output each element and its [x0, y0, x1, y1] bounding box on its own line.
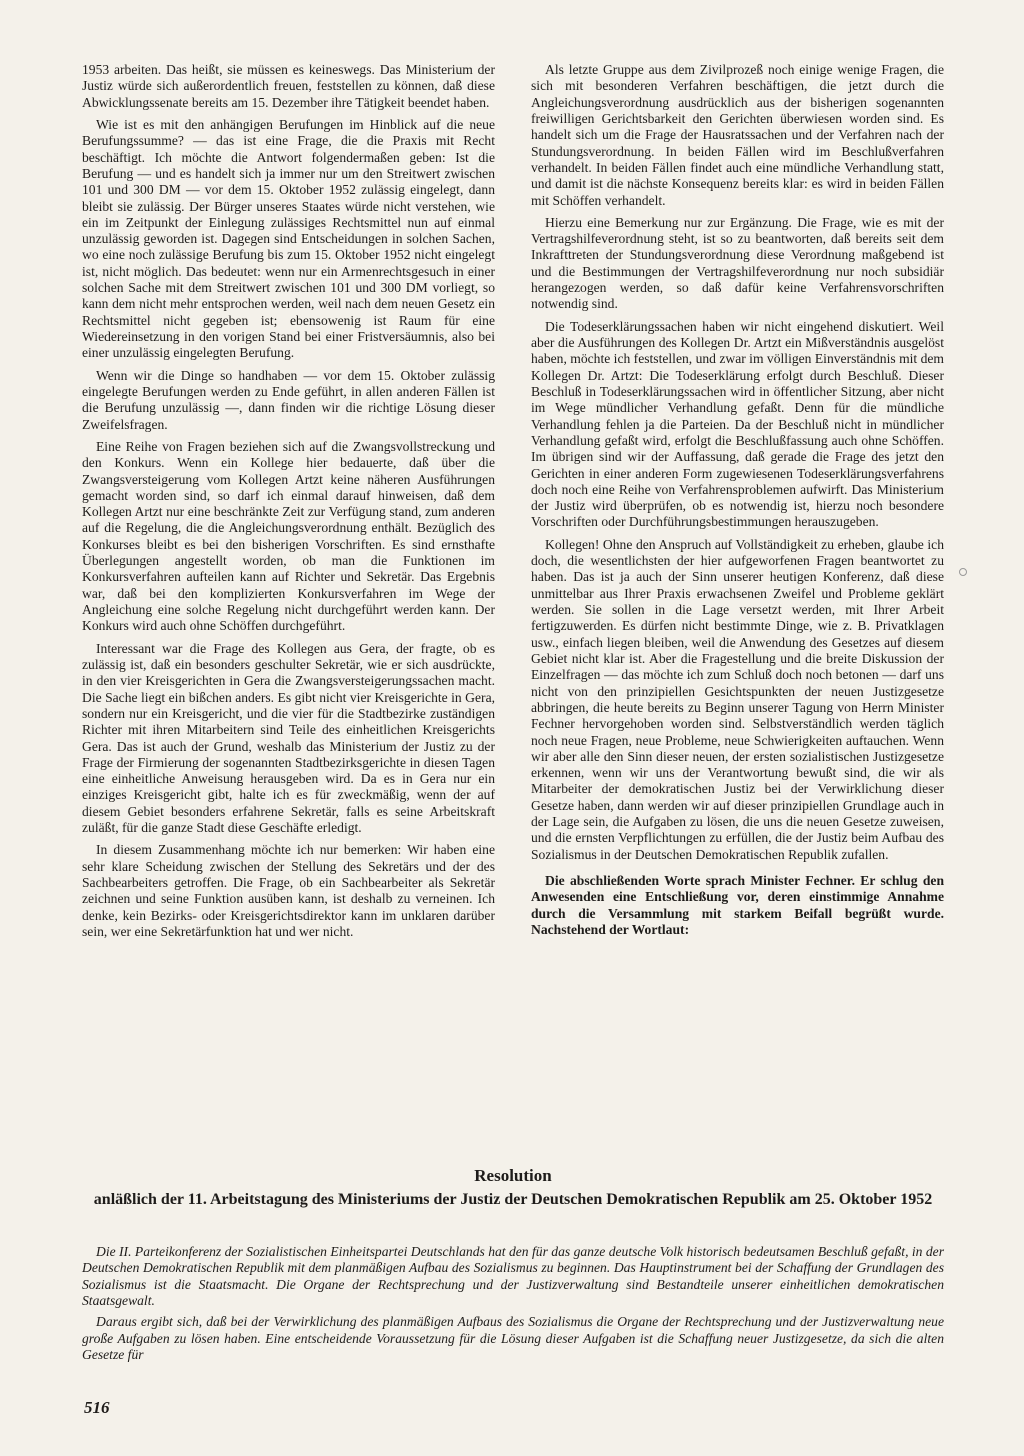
two-column-body	[82, 62, 944, 946]
resolution-subtitle: anläßlich der 11. Arbeitstagung des Ministeriums der Justiz der Deutschen Demokratischen Republik am 25. Oktober 1952	[93, 1191, 933, 1208]
resolution-body	[82, 1244, 944, 1368]
paragraph: 1953 arbeiten. Das heißt, sie müssen es keineswegs. Das Ministerium der Justiz würde sich außerordentlich freuen, feststellen zu können, daß diese Abwicklungssenate bereits am 15. Dezember ihre Tätigkeit beendet haben.	[82, 62, 495, 110]
paragraph: Interessant war die Frage des Kollegen aus Gera, der fragte, ob es zulässig ist, daß ein besonders geschulter Sekretär, wie er sich ausdrückte, in den vier Kreisgerichten in Gera die Zwangsversteigerungssachen macht. Die Sache liegt ein bißchen anders. Es gibt nicht vier Kreisgerichte in Gera, sondern nur ein Kreisgericht, und die vier für die Stadtbezirke zuständigen Richter mit ihren Mitarbeitern sind Teile des einheitlichen Kreisgerichts Gera. Das ist auch der Grund, weshalb das Ministerium der Justiz zu der Frage der Firmierung der sogenannten Stadtbezirksgerichte in diesen Tagen eine einheitliche Anweisung herausgeben wird. Da es in Gera nur ein einziges Kreisgericht gibt, halte ich es für zweckmäßig, wenn der auf diesem Gebiet besonders erfahrene Sekretär, falls es seine Arbeitskraft zuläßt, für die ganze Stadt diese Geschäfte erledigt.	[82, 640, 495, 836]
paragraph: Kollegen! Ohne den Anspruch auf Vollständigkeit zu erheben, glaube ich doch, die wesentlichsten der hier aufgeworfenen Fragen beantwortet zu haben. Das ist ja auch der Sinn unserer heutigen Konferenz, daß diese unmittelbar aus Ihrer Praxis erwachsenen Zweifel und Probleme geklärt werden. Sie sollen in die Lage versetzt werden, mit Ihrer Arbeit fertigzuwerden. Es dürfen nicht bestimmte Dinge, wie z. B. Privatklagen usw., einfach liegen bleiben, weil die Anwendung des Gesetzes auf diesem Gebiet nicht klar ist. Aber die Fragestellung und die breite Diskussion der Einzelfragen — das möchte ich zum Schluß doch noch betonen — darf uns nicht von den prinzipiellen Gesichtspunkten der neuen Justizgesetze abbringen, die heute bereits zu Beginn unserer Tagung von Herrn Minister Fechner hervorgehoben worden sind. Selbstverständlich werden täglich noch neue Fragen, neue Probleme, neue Schwierigkeiten auftauchen. Wenn wir aber alle den Sinn dieser neuen, der ersten sozialistischen Justizgesetze erkennen, wenn wir uns der Verantwortung bewußt sind, die wir als Mitarbeiter der demokratischen Justiz bei der Verwirklichung dieser Gesetze haben, dann werden wir auf dieser prinzipiellen Grundlage auch in der Lage sein, die Aufgaben zu lösen, die uns die neuen Gesetze zuweisen, und die ernsten Verpflichtungen zu erfüllen, die der Justiz beim Aufbau des Sozialismus in der Deutschen Demokratischen Republik zufallen.	[531, 536, 944, 862]
paragraph: Wie ist es mit den anhängigen Berufungen im Hinblick auf die neue Berufungssumme? — das ist eine Frage, die die Praxis mit Recht beschäftigt. Ich möchte die Antwort folgendermaßen geben: Ist die Berufung — und es handelt sich ja immer nur um den Streitwert zwischen 101 und 300 DM — vor dem 15. Oktober 1952 zulässig eingelegt, dann bleibt sie zulässig. Der Bürger unseres Staates würde nicht verstehen, wie ein im Zeitpunkt der Einlegung zulässiges Rechtsmittel nun auf einmal unzulässig geworden ist. Dagegen sind Entscheidungen in solchen Sachen, wo eine noch zulässige Berufung bis zum 15. Oktober 1952 nicht eingelegt ist, nicht möglich. Das bedeutet: wenn nur ein Armenrechtsgesuch in einer solchen Sache mit dem Streitwert zwischen 101 und 300 DM vorliegt, so kann dem nicht mehr entsprochen werden, weil nach dem neuen Gesetz ein Rechtsmittel nicht gegeben ist; ebensowenig ist Raum für eine Wiedereinsetzung in den vorigen Stand bei einer Fristversäumnis, also bei einer unzulässig eingelegten Berufung.	[82, 116, 495, 361]
paragraph: In diesem Zusammenhang möchte ich nur bemerken: Wir haben eine sehr klare Scheidung zwischen der Stellung des Sekretärs und der des Sachbearbeiters getroffen. Die Frage, ob ein Sachbearbeiter als Sekretär zeichnen und seine Funktion ausüben kann, ist deshalb zu verneinen. Ich denke, kein Bezirks- oder Kreisgerichtsdirektor kann im unklaren darüber sein, wer eine Sekretärfunktion hat und wer nicht.	[82, 842, 495, 939]
paragraph: Die Todeserklärungssachen haben wir nicht eingehend diskutiert. Weil aber die Ausführungen des Kollegen Dr. Artzt ein Mißverständnis ausgelöst haben, möchte ich feststellen, und zwar im völligen Einverständnis mit dem Kollegen Dr. Artzt: Die Todeserklärung erfolgt durch Beschluß. Dieser Beschluß in Todeserklärungssachen wird in öffentlicher Sitzung, aber nicht im Wege mündlicher Verhandlung gefaßt. Denn für die mündliche Verhandlung fehlen ja die Parteien. Da der Beschluß nicht in mündlicher Verhandlung gefaßt wird, erfolgt die Beschlußfassung auch ohne Schöffen. Im übrigen sind wir der Auffassung, daß gerade die Frage des jetzt den Gerichten in einer anderen Form zugewiesenen Todeserklärungsverfahrens doch noch eine Reihe von Verfahrensproblemen aufwirft. Das Ministerium der Justiz wird überprüfen, ob es notwendig ist, hierzu noch besondere Vorschriften oder Durchführungsbestimmungen herauszugeben.	[531, 318, 944, 530]
paragraph: Eine Reihe von Fragen beziehen sich auf die Zwangsvollstreckung und den Konkurs. Wenn ein Kollege hier bedauerte, daß über die Zwangsversteigerung vom Kollegen Artzt keine näheren Ausführungen gemacht worden sind, so darf ich einmal darauf hinweisen, daß dem Kollegen Artzt nur eine beschränkte Zeit zur Verfügung stand, zum anderen auf die Regelung, die die Angleichungsverordnung enthält. Bezüglich des Konkurses bleibt es bei den bisherigen Vorschriften. Es sind ernsthafte Überlegungen angestellt worden, ob man die Funktionen im Konkursverfahren aufteilen kann auf Richter und Sekretär. Das Ergebnis war, daß bei den komplizierten Konkursverfahren im Wege der Angleichung eine solche Regelung nicht durchgeführt werden kann. Der Konkurs wird auch ohne Schöffen durchgeführt.	[82, 438, 495, 634]
page-number: 516	[84, 1398, 110, 1417]
paragraph: Wenn wir die Dinge so handhaben — vor dem 15. Oktober zulässig eingelegte Berufungen werden zu Ende geführt, in allen anderen Fällen ist die Berufung unzulässig —, dann finden wir die richtige Lösung dieser Zweifelsfragen.	[82, 367, 495, 432]
paragraph: Hierzu eine Bemerkung nur zur Ergänzung. Die Frage, wie es mit der Vertragshilfeverordnung steht, ist so zu beantworten, daß bereits seit dem Inkrafttreten der Stundungsverordnung diese Verordnung maßgebend ist und die Bestimmungen der Vertragshilfeverordnung nur noch subsidiär herangezogen werden, so daß dafür keine Verfahrensvorschriften notwendig sind.	[531, 214, 944, 312]
resolution-paragraph: Die II. Parteikonferenz der Sozialistischen Einheitspartei Deutschlands hat den für das ganze deutsche Volk historisch bedeutsamen Beschluß gefaßt, in der Deutschen Demokratischen Republik mit dem planmäßigen Aufbau des Sozialismus zu beginnen. Das Hauptinstrument bei der Schaffung der Grundlagen des Sozialismus ist die Staatsmacht. Die Organe der Rechtsprechung und der Justizverwaltung sind Bestandteile unserer einheitlichen demokratischen Staatsgewalt.	[82, 1244, 944, 1308]
resolution-paragraph: Daraus ergibt sich, daß bei der Verwirklichung des planmäßigen Aufbaus des Sozialismus die Organe der Rechtsprechung und der Justizverwaltung neue große Aufgaben zu lösen haben. Eine entscheidende Voraussetzung für die Lösung dieser Aufgaben ist die Schaffung neuer Justizgesetze, da sich die alten Gesetze für	[82, 1314, 944, 1362]
left-column	[82, 62, 495, 946]
resolution-title: Resolution	[474, 1166, 552, 1185]
closing-note: Die abschließenden Worte sprach Minister Fechner. Er schlug den Anwesenden eine Entschließung vor, deren einstimmige Annahme durch die Versammlung mit starkem Beifall begrüßt wurde. Nachstehend der Wortlaut:	[531, 873, 944, 937]
right-column	[531, 62, 944, 946]
scan-speck	[959, 568, 967, 576]
paragraph: Als letzte Gruppe aus dem Zivilprozeß noch einige wenige Fragen, die sich mit besonderen Verfahren beschäftigen, die jetzt durch die Angleichungsverordnung ausdrücklich aus der bisherigen sogenannten freiwilligen Gerichtsbarkeit den Gerichten überwiesen worden sind. Es handelt sich um die Frage der Hausratssachen und der Verfahren nach der Stundungsverordnung. In beiden Fällen wird im Beschlußverfahren verhandelt. In beiden Fällen findet auch eine mündliche Verhandlung statt, und damit ist die nächste Konsequenz bereits klar: es wird in beiden Fällen mit Schöffen verhandelt.	[531, 62, 944, 208]
